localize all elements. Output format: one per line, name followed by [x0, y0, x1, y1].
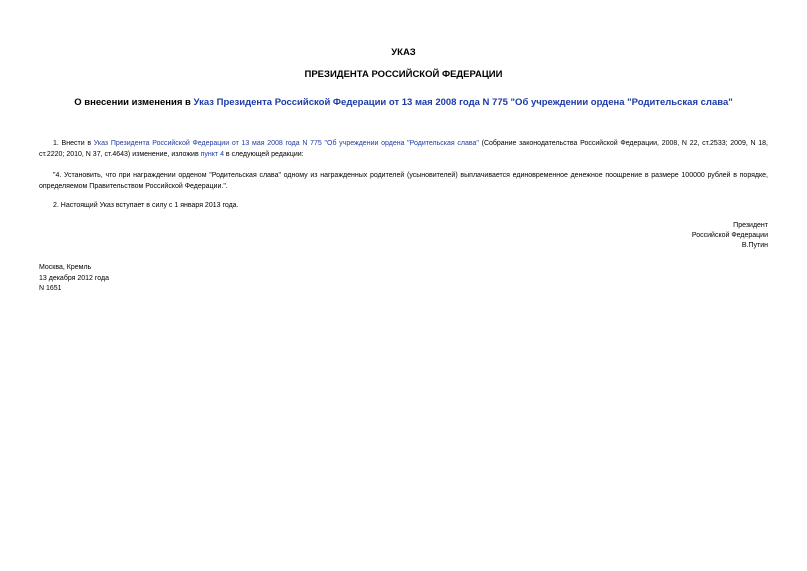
paragraph-1-end: в следующей редакции:: [223, 151, 304, 158]
document-date: 13 декабря 2012 года: [39, 274, 110, 282]
document-type-title: УКАЗ: [391, 47, 416, 58]
issuer-title: ПРЕЗИДЕНТА РОССИЙСКОЙ ФЕДЕРАЦИИ: [304, 69, 503, 80]
paragraph-1-middle: (Собрание законодательства Российской Федерации, 2008, N 22, ст.2533; 2009, N 18, ст.2220; 2010, N 37, ст.4643) изменение, изложив: [39, 140, 769, 158]
paragraph-1: [39, 138, 768, 160]
signature-position: Президент: [733, 222, 768, 229]
document-number: N 1651: [39, 285, 62, 292]
paragraph-1-start: 1. Внести в: [53, 140, 94, 147]
paragraph-3: [39, 200, 768, 211]
document-subject: [0, 97, 807, 109]
paragraph-2: [39, 170, 768, 192]
subject-link[interactable]: Указ Президента Российской Федерации от 13 мая 2008 года N 775 "Об учреждении ордена "Родительская слава": [193, 97, 733, 108]
paragraph-1-clause-link[interactable]: пункт 4: [200, 151, 224, 158]
paragraph-1-decree-link[interactable]: Указ Президента Российской Федерации от 13 мая 2008 года N 775 "Об учреждении ордена "Родительская слава": [93, 140, 479, 147]
paragraph-3-text: 2. Настоящий Указ вступает в силу с 1 января 2013 года.: [53, 202, 239, 209]
signature-position-country: Российской Федерации: [691, 232, 768, 239]
place-date-block: [39, 263, 109, 295]
subject-prefix: О внесении изменения в: [74, 97, 194, 108]
paragraph-2-text: "4. Установить, что при награждении орденом "Родительская слава" одному из награжденных родителей (усыновителей) выплачивается единовременное денежное поощрение в размере 100000 рублей в порядке, определяемом Правительством Российской Федерации.".: [39, 172, 768, 190]
signature-name: В.Путин: [741, 242, 768, 249]
signature-block: [692, 221, 768, 251]
place-city: Москва, Кремль: [39, 264, 92, 271]
